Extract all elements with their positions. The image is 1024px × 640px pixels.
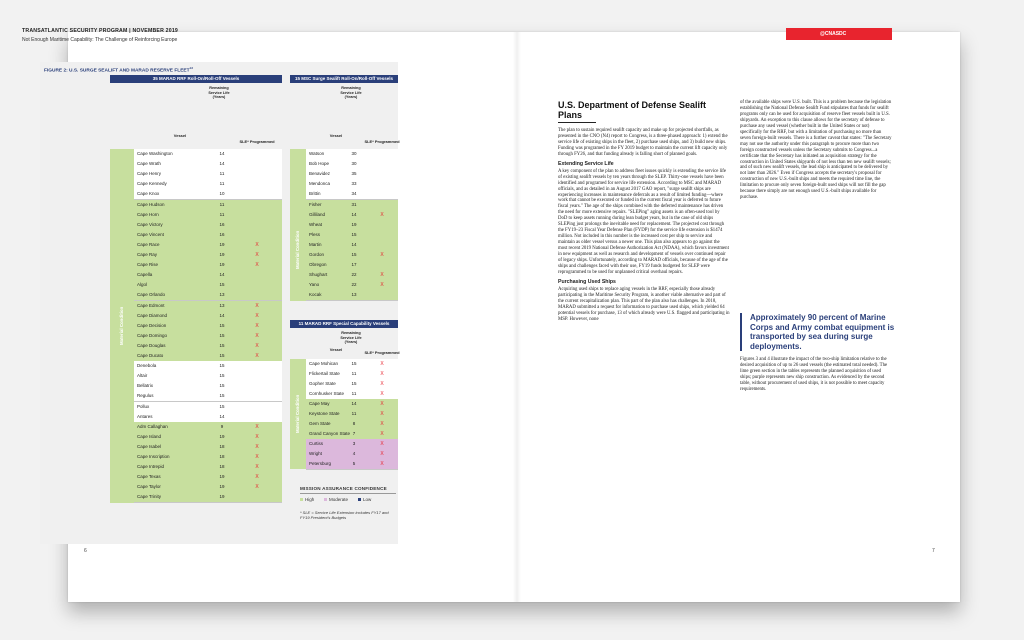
confidence-legend-title: MISSION ASSURANCE CONFIDENCE [300,486,387,491]
pull-quote: Approximately 90 percent of Marine Corps and Army combat equipment is transported by sea during surge deployments. [740,313,900,351]
vessel-name-cell: Fisher [309,201,322,207]
vessel-name-cell: Cape Knox [137,191,160,197]
service-life-cell: 4 [352,451,356,456]
service-life-cell: 11 [219,211,225,217]
sle-mark-cell: X [380,441,384,447]
vessel-name-cell: Adm Callaghan [137,423,168,429]
vessel-name-cell: Denebola [137,363,157,369]
service-life-cell: 31 [351,201,357,207]
vessel-name-cell: Capella [137,272,153,278]
service-life-cell: 15 [219,373,225,379]
vessel-name-cell: Cape Mohican [309,361,339,366]
vessel-name-cell: Cape Decision [137,322,167,328]
service-life-cell: 14 [219,161,225,167]
table2-col-sle: SLE* Programmed [364,139,400,144]
service-life-cell: 14 [219,272,225,278]
service-life-cell: 11 [219,181,225,187]
service-life-cell: 7 [352,431,356,436]
vessel-name-cell: Petersburg [309,461,332,466]
sle-mark-cell: X [380,451,384,457]
vessel-name-cell: Wheat [309,221,323,227]
legend-moderate-swatch [324,498,327,501]
vessel-name-cell: Brittin [309,191,321,197]
table3-col-vessel: Vessel [329,347,343,352]
vessel-name-cell: Cape Texas [137,474,161,480]
sle-mark-cell: X [255,474,259,481]
paragraph-figures: Figures 3 and 4 illustrate the impact of the two-ship limitation relative to the desired acquisition of up to 26 used vessels (the estimated total needed). The lime green section in the tables represents the planned acquisition of used ships; purple represents new ship construction. As evidenced by the second table, without procurement of used ships, it is not possible to meet capacity requirements. [740,357,888,392]
service-life-cell: 17 [351,262,357,268]
service-life-cell: 5 [352,461,356,466]
sle-mark-cell: X [255,262,259,269]
table-row [134,492,282,503]
sle-mark-cell: X [255,342,259,349]
vessel-name-cell: Cape Domingo [137,332,168,338]
table3-band-label: Material Condition [295,394,300,434]
confidence-legend-rule [300,493,396,494]
vessel-name-cell: Gem State [309,421,331,426]
subheading-purchasing-used-ships: Purchasing Used Ships [558,278,616,285]
sle-mark-cell: X [255,302,259,309]
service-life-cell: 14 [219,312,225,318]
service-life-cell: 18 [219,443,225,449]
vessel-name-cell: Cape May [309,401,330,406]
service-life-cell: 15 [219,322,225,328]
service-life-cell: 15 [351,381,357,386]
page-number-right: 7 [932,548,935,554]
vessel-name-cell: Cape Orlando [137,292,166,298]
vessel-name-cell: Cape Inscription [137,454,170,459]
service-life-cell: 16 [219,221,225,227]
table1-col-sle: SLE* Programmed [239,139,275,144]
vessel-name-cell: Cape Horn [137,211,159,217]
vessel-name-cell: Cape Diamond [137,312,168,318]
article-column-1 [558,128,730,327]
sle-mark-cell: X [380,371,384,377]
service-life-cell: 14 [351,401,357,406]
table1-title: 35 MARAD RRF Roll-On/Roll-Off Vessels [110,75,282,83]
sle-mark-cell: X [255,252,259,258]
sle-mark-cell: X [255,312,259,319]
twitter-handle-tab: @CNASDC [786,28,892,40]
vessel-name-cell: Shughart [309,272,328,278]
vessel-name-cell: Gopher State [309,381,336,386]
table3-title: 11 MARAD RRF Special Capability Vessels [290,320,398,328]
service-life-cell: 19 [351,221,357,227]
service-life-cell: 22 [351,272,357,278]
service-life-cell: 16 [219,231,225,237]
vessel-name-cell: Cape Wrath [137,161,161,167]
sle-mark-cell: X [380,421,384,427]
vessel-name-cell: Cornhusker State [309,391,345,396]
sle-mark-cell: X [380,401,384,407]
article-column-2-lower [740,357,892,397]
table-row [306,290,398,301]
table1-col-vessel: Vessel [173,133,187,138]
service-life-cell: 3 [352,441,356,446]
table2-band-label: Material Condition [295,230,300,269]
vessel-name-cell: Mendonca [309,181,331,187]
sle-footnote: * SLE = Service Life Extension includes FY17 and FY19 President's Budgets [300,510,389,520]
sle-mark-cell: X [380,411,384,417]
service-life-cell: 14 [219,413,225,419]
service-life-cell: 15 [351,231,357,237]
vessel-name-cell: Kocak [309,292,322,298]
service-life-cell: 13 [219,302,225,308]
service-life-cell: 13 [351,292,357,298]
service-life-cell: 11 [351,391,357,396]
service-life-cell: 30 [351,161,357,167]
service-life-cell: 15 [219,282,225,288]
vessel-name-cell: Cape Island [137,433,162,439]
vessel-name-cell: Cape Trinity [137,494,162,500]
table3-col-life: Remaining Service Life (Years) [340,331,362,345]
service-life-cell: 13 [219,292,225,298]
sle-mark-cell: X [255,433,259,440]
vessel-name-cell: Grand Canyon State [309,431,351,436]
service-life-cell: 19 [219,241,225,247]
vessel-name-cell: Benavidez [309,171,331,177]
paragraph-continued: of the available ships were U.S. built. This is a problem because the legislation establishing the National Defense Sealift Fund stipulates that funds for sealift programs only can be used for acquisition of reserve fleet vessels built in U.S. shipyards. An exception to this clause allows for the secretary of defense to purchase any used vessel (whether built in the United States or not) specifically for the RRF, but with a limitation of purchasing no more than seven foreign-built vessels. There is a further caveat that states: "The Secretary may not use the authority under this paragraph to procure more than two foreign constructed vessels unless the Secretary submits to Congress...a certificate that the Secretary has initiated an acquisition strategy for the construction in United States shipyards of not less than ten new sealift vessels; and of such new sealift vessels, the lead ship is anticipated to be delivered by not later than 2026." Even if Congress accepts the secretary's proposal for construction of new U.S.-built ships and meets the required time line, the limitation to procure only seven foreign-built used ships will not fill the gap because there simply are not enough used U.S.-built ships available for purchase. [740,100,892,201]
vessel-name-cell: Cape Victory [137,221,163,227]
service-life-cell: 9 [220,423,224,429]
running-header-title: Not Enough Maritime Capability: The Challenge of Reinforcing Europe [22,37,178,43]
sle-mark-cell: X [255,241,259,248]
table1-col-life: Remaining Service Life (Years) [208,86,230,100]
vessel-name-cell: Algol [137,282,148,288]
vessel-name-cell: Cape Henry [137,171,162,177]
paragraph-intro: The plan to sustain required sealift capacity and make up for projected shortfalls, as presented in the CNO (N4) report to Congress, is a three-phased approach: 1) extend the service life of existing ships in the fleet, 2) purchase used ships, and 3) build new ships. Funding was programed in the FY 2019 budget to maintain the current lift capacity only through FY26, and that funding already is falling short of planned goals. [558,128,728,157]
vessel-name-cell: Cape Kennedy [137,181,167,187]
table2-title: 15 MSC Surge Sealift Roll-On/Roll-Off Vessels [290,75,398,83]
service-life-cell: 19 [219,252,225,257]
vessel-name-cell: Regulus [137,393,154,399]
service-life-cell: 15 [351,361,357,366]
section-heading: U.S. Department of Defense Sealift Plans [558,100,707,120]
service-life-cell: 11 [219,201,225,207]
table-row [306,459,398,470]
service-life-cell: 19 [219,494,225,500]
sle-mark-cell: X [255,443,259,450]
service-life-cell: 15 [219,393,225,399]
article-column-2 [740,100,892,205]
running-header-program: TRANSATLANTIC SECURITY PROGRAM | NOVEMBER 2019 [22,28,179,34]
service-life-cell: 19 [219,433,225,439]
service-life-cell: 18 [219,464,225,470]
table1-band-label: Material Condition [119,306,124,346]
vessel-name-cell: Cape Edmont [137,302,165,308]
table2-col-life: Remaining Service Life (Years) [340,86,362,100]
vessel-name-cell: Cape Intrepid [137,464,165,470]
sle-mark-cell: X [255,454,259,460]
vessel-name-cell: Keystone State [309,411,340,416]
vessel-name-cell: Cape Douglas [137,342,166,348]
legend-low: Low [358,497,371,502]
service-life-cell: 15 [219,342,225,348]
paragraph-purchasing: Acquiring used ships to replace aging vessels in the RRF, especially those already participating in the Maritime Security Program, is another viable alternative and part of the current recapitalization plan. This part of the plan also has challenges. In 2018, MARAD submitted a request for information to purchase used ships, which yielded 64 potential vessels for purchase, 13 of which already were U.S. flagged and participating in MSP. However, none [558,286,730,322]
section-heading-rule [558,122,596,123]
service-life-cell: 15 [351,252,357,257]
sle-mark-cell: X [255,464,259,471]
table2-col-vessel: Vessel [329,133,343,138]
sle-mark-cell: X [380,211,384,218]
sle-mark-cell: X [255,332,259,339]
service-life-cell: 19 [219,484,225,490]
sle-mark-cell: X [380,252,384,258]
vessel-name-cell: Antares [137,413,153,419]
vessel-name-cell: Gilliland [309,211,326,217]
sle-mark-cell: X [380,282,384,289]
vessel-name-cell: Yano [309,282,320,288]
vessel-name-cell: Altair [137,373,148,379]
service-life-cell: 22 [351,282,357,288]
service-life-cell: 18 [219,454,225,459]
vessel-name-cell: Martin [309,241,322,247]
service-life-cell: 19 [219,262,225,268]
legend-moderate: Moderate [324,497,348,502]
service-life-cell: 15 [219,363,225,369]
sle-mark-cell: X [255,353,259,359]
legend-high: High [300,497,314,502]
vessel-name-cell: Cape Hudson [137,201,165,207]
vessel-name-cell: Pless [309,231,321,237]
sle-mark-cell: X [380,381,384,387]
vessel-name-cell: Curtiss [309,441,324,446]
vessel-name-cell: Cape Washington [137,151,173,156]
service-life-cell: 11 [351,411,357,416]
service-life-cell: 30 [351,151,357,156]
sle-mark-cell: X [255,484,259,491]
vessel-name-cell: Wright [309,451,322,456]
legend-high-swatch [300,498,303,501]
service-life-cell: 14 [219,151,225,156]
subheading-extending-service-life: Extending Service Life [558,160,614,167]
service-life-cell: 15 [219,353,225,358]
sle-mark-cell: X [255,322,259,329]
service-life-cell: 35 [351,171,357,177]
sle-mark-cell: X [380,461,384,467]
sle-mark-cell: X [380,361,384,367]
vessel-name-cell: Cape Rise [137,262,159,268]
vessel-name-cell: Pollux [137,403,150,409]
service-life-cell: 19 [219,474,225,480]
service-life-cell: 11 [219,171,225,177]
service-life-cell: 10 [219,191,225,197]
vessel-name-cell: Cape Vincent [137,231,164,237]
vessel-name-cell: Bob Hope [309,161,330,167]
vessel-name-cell: Gordon [309,252,325,257]
service-life-cell: 15 [219,403,225,409]
vessel-name-cell: Cape Race [137,241,160,247]
vessel-name-cell: Cape Ducato [137,353,164,358]
table3-col-sle: SLE* Programmed [364,350,400,355]
service-life-cell: 14 [351,211,357,217]
sle-mark-cell: X [380,391,384,397]
vessel-name-cell: Cape Isabel [137,443,162,449]
service-life-cell: 11 [351,371,357,376]
service-life-cell: 14 [351,241,357,247]
vessel-name-cell: Watson [309,151,325,156]
service-life-cell: 15 [219,383,225,389]
vessel-name-cell: Bellatrix [137,383,154,389]
figure-title: FIGURE 2: U.S. SURGE SEALIFT AND MARAD RESERVE FLEET$^{13}$ [44,66,193,74]
sle-mark-cell: X [255,423,259,430]
page-number-left: 6 [84,548,87,554]
service-life-cell: 34 [351,191,357,197]
legend-low-swatch [358,498,361,501]
vessel-name-cell: Cape Taylor [137,484,161,490]
paragraph-extending: A key component of the plan to address fleet issues quickly is extending the service life of existing sealift vessels by ten years through the SLEP. Thirty-one vessels have been identified and programed for service life extension. According to MSC and MARAD officials, and as detailed in an August 2017 GAO report, "surge sealift ships are experiencing increases in maintenance deferrals as a result of limited funding—where work that cannot be executed or funded in the current fiscal year is deferred to future fiscal years." The age of the ships combined with the deferred maintenance has driven the need for more extensive repairs. "SLEPing" aging assets is an often-used tool by DoD to keep assets running during lean budget years, but in the case of old ships SLEPing just prolongs the inevitable need for replacement. The projected cost through the FY19–23 Fiscal Year Defense Plan (FYDP) for the service life extension is $1474 million. Not included in this number is the increased cost per ship to service and maintain as older vessel versus a newer one. This plan also appears to go against the most recent 2019 National Defense Authorization Act (NDAA), which favors investment in new equipment as well as research and development of vessels over continued repair of legacy ships. Unfortunately, according to MARAD officials, because of the age of the ships and challenges faced with their use, FY19 funds budgeted for SLEP were reprogrammed to be used for unplanned critical overhaul repairs. [558,168,729,275]
page-gutter [513,32,521,602]
vessel-name-cell: Obregon [309,262,327,268]
sle-mark-cell: X [380,431,384,437]
service-life-cell: 33 [351,181,357,187]
service-life-cell: 8 [352,421,356,426]
service-life-cell: 15 [219,332,225,338]
vessel-name-cell: Flickertail State [309,371,340,376]
vessel-name-cell: Cape Ray [137,252,158,257]
sle-mark-cell: X [380,272,384,279]
